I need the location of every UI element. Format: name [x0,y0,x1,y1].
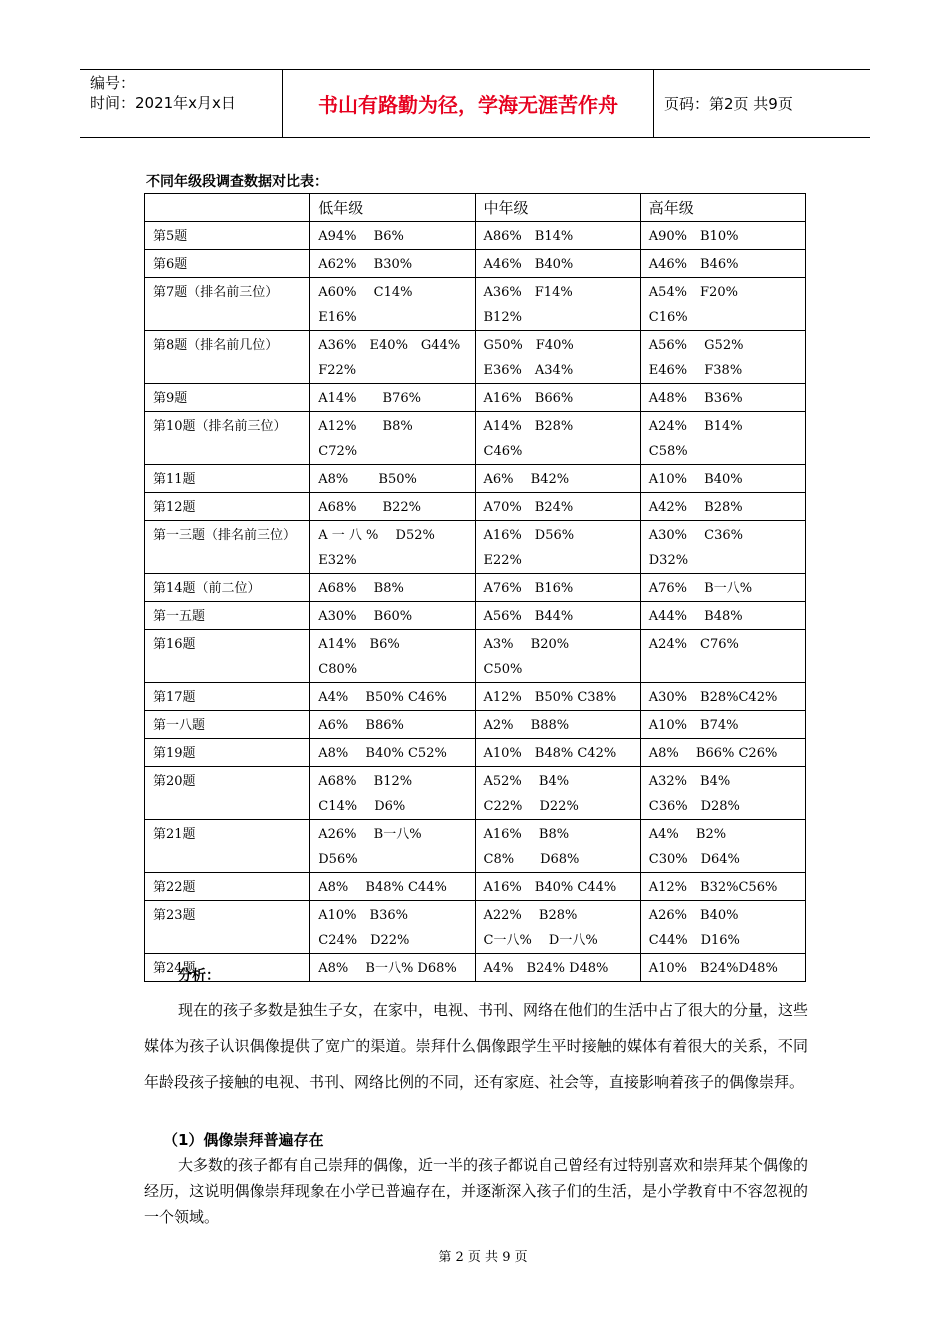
grade-data-cell: A10% B74% [640,711,805,739]
question-cell: 第14题（前二位） [145,574,310,602]
grade-data-cell: A26% B40% C44% D16% [640,901,805,954]
grade-data-cell: A4% B24% D48% [475,954,640,982]
table-row [145,711,806,739]
question-cell: 第19题 [145,739,310,767]
question-cell: 第16题 [145,630,310,683]
grade-data-cell: A52% B4% C22% D22% [475,767,640,820]
analysis-subtitle-1: （1）偶像崇拜普遍存在 [163,1131,324,1149]
grade-data-cell: A54% F20% C16% [640,278,805,331]
grade-data-cell: A90% B10% [640,222,805,250]
table-row [145,250,806,278]
grade-data-cell: A8% B48% C44% [310,873,475,901]
header-meta [80,70,283,137]
table-row [145,954,806,982]
grade-data-cell: A56% G52% E46% F38% [640,331,805,384]
grade-data-cell: A8% B一八% D68% [310,954,475,982]
grade-data-cell: A48% B36% [640,384,805,412]
grade-data-cell: A62% B30% [310,250,475,278]
question-cell: 第9题 [145,384,310,412]
column-header: 中年级 [475,194,640,222]
page-header [80,69,870,138]
table-row [145,873,806,901]
grade-data-cell: A8% B40% C52% [310,739,475,767]
table-row [145,767,806,820]
grade-data-cell: A16% B8% C8% D68% [475,820,640,873]
grade-data-cell: A32% B4% C36% D28% [640,767,805,820]
grade-data-cell: A86% B14% [475,222,640,250]
question-cell: 第23题 [145,901,310,954]
column-header [145,194,310,222]
grade-data-cell: A24% C76% [640,630,805,683]
grade-data-cell: A3% B20% C50% [475,630,640,683]
question-cell: 第一八题 [145,711,310,739]
table-row [145,331,806,384]
question-cell: 第一三题（排名前三位） [145,521,310,574]
table-row [145,901,806,954]
question-cell: 第10题（排名前三位） [145,412,310,465]
table-row [145,222,806,250]
grade-data-cell: A16% B40% C44% [475,873,640,901]
grade-data-cell: A30% C36% D32% [640,521,805,574]
grade-data-cell: A10% B24%D48% [640,954,805,982]
table-row [145,493,806,521]
grade-data-cell: A46% B40% [475,250,640,278]
grade-data-cell: A2% B88% [475,711,640,739]
question-cell: 第8题（排名前几位） [145,331,310,384]
question-cell: 第17题 [145,683,310,711]
grade-data-cell: A68% B12% C14% D6% [310,767,475,820]
grade-data-cell: A68% B22% [310,493,475,521]
grade-data-cell: A36% E40% G44% F22% [310,331,475,384]
table-row [145,278,806,331]
grade-data-cell: A 一 八 % D52% E32% [310,521,475,574]
grade-data-cell: A70% B24% [475,493,640,521]
page-footer: 第 2 页 共 9 页 [438,1250,528,1265]
analysis-paragraph-2: 大多数的孩子都有自己崇拜的偶像，近一半的孩子都说自己曾经有过特别喜欢和崇拜某个偶像的经历，这说明偶像崇拜现象在小学已普遍存在，并逐渐深入孩子们的生活，是小学教育中不容忽视的一个领域。 [144,1156,809,1226]
question-cell: 第6题 [145,250,310,278]
grade-data-cell: A4% B2% C30% D64% [640,820,805,873]
grade-data-cell: A16% D56% E22% [475,521,640,574]
grade-data-cell: A24% B14% C58% [640,412,805,465]
table-row [145,602,806,630]
table-row [145,574,806,602]
analysis-paragraph-1: 现在的孩子多数是独生子女，在家中，电视、书刊、网络在他们的生活中占了很大的分量，这些媒体为孩子认识偶像提供了宽广的渠道。崇拜什么偶像跟学生平时接触的媒体有着很大的关系，不同年龄段孩子接触的电视、书刊、网络比例的不同，还有家庭、社会等，直接影响着孩子的偶像崇拜。 [144,1001,809,1091]
grade-data-cell: A12% B32%C56% [640,873,805,901]
grade-data-cell: A12% B8% C72% [310,412,475,465]
table-row [145,465,806,493]
table-caption: 不同年级段调查数据对比表： [146,174,328,190]
grade-data-cell: A14% B28% C46% [475,412,640,465]
grade-data-cell: A56% B44% [475,602,640,630]
grade-data-cell: A14% B6% C80% [310,630,475,683]
grade-data-cell: A10% B48% C42% [475,739,640,767]
grade-data-cell: A30% B60% [310,602,475,630]
header-number-label: 编号： [90,74,136,92]
header-time-label: 时间：2021年x月x日 [90,94,236,112]
grade-data-cell: A76% B16% [475,574,640,602]
grade-data-cell: A44% B48% [640,602,805,630]
grade-data-cell: A22% B28% C一八% D一八% [475,901,640,954]
grade-data-cell: A46% B46% [640,250,805,278]
question-cell: 第一五题 [145,602,310,630]
grade-data-cell: A12% B50% C38% [475,683,640,711]
table-row [145,739,806,767]
column-header: 低年级 [310,194,475,222]
column-header: 高年级 [640,194,805,222]
header-page-label: 页码：第2页 共9页 [664,95,793,113]
grade-data-cell: A8% B50% [310,465,475,493]
question-cell: 第24题 [145,954,310,982]
grade-data-cell: A42% B28% [640,493,805,521]
question-cell: 第21题 [145,820,310,873]
grade-data-cell: A16% B66% [475,384,640,412]
grade-data-cell: A30% B28%C42% [640,683,805,711]
table-row [145,630,806,683]
question-cell: 第22题 [145,873,310,901]
grade-data-cell: A4% B50% C46% [310,683,475,711]
table-row [145,412,806,465]
question-cell: 第7题（排名前三位） [145,278,310,331]
analysis-title: 分析： [178,968,220,984]
comparison-table [144,193,806,982]
table-row [145,820,806,873]
grade-data-cell: A94% B6% [310,222,475,250]
grade-data-cell: A6% B86% [310,711,475,739]
grade-data-cell: A8% B66% C26% [640,739,805,767]
grade-data-cell: A60% C14% E16% [310,278,475,331]
question-cell: 第20题 [145,767,310,820]
grade-data-cell: A68% B8% [310,574,475,602]
grade-data-cell: A6% B42% [475,465,640,493]
question-cell: 第5题 [145,222,310,250]
table-row [145,683,806,711]
question-cell: 第12题 [145,493,310,521]
grade-data-cell: A10% B40% [640,465,805,493]
grade-data-cell: A36% F14% B12% [475,278,640,331]
grade-data-cell: A26% B一八% D56% [310,820,475,873]
header-motto: 书山有路勤为径，学海无涯苦作舟 [283,70,654,137]
table-row [145,521,806,574]
table-header-row [145,194,806,222]
question-cell: 第11题 [145,465,310,493]
table-row [145,384,806,412]
grade-data-cell: G50% F40% E36% A34% [475,331,640,384]
grade-data-cell: A10% B36% C24% D22% [310,901,475,954]
grade-data-cell: A14% B76% [310,384,475,412]
grade-data-cell: A76% B一八% [640,574,805,602]
